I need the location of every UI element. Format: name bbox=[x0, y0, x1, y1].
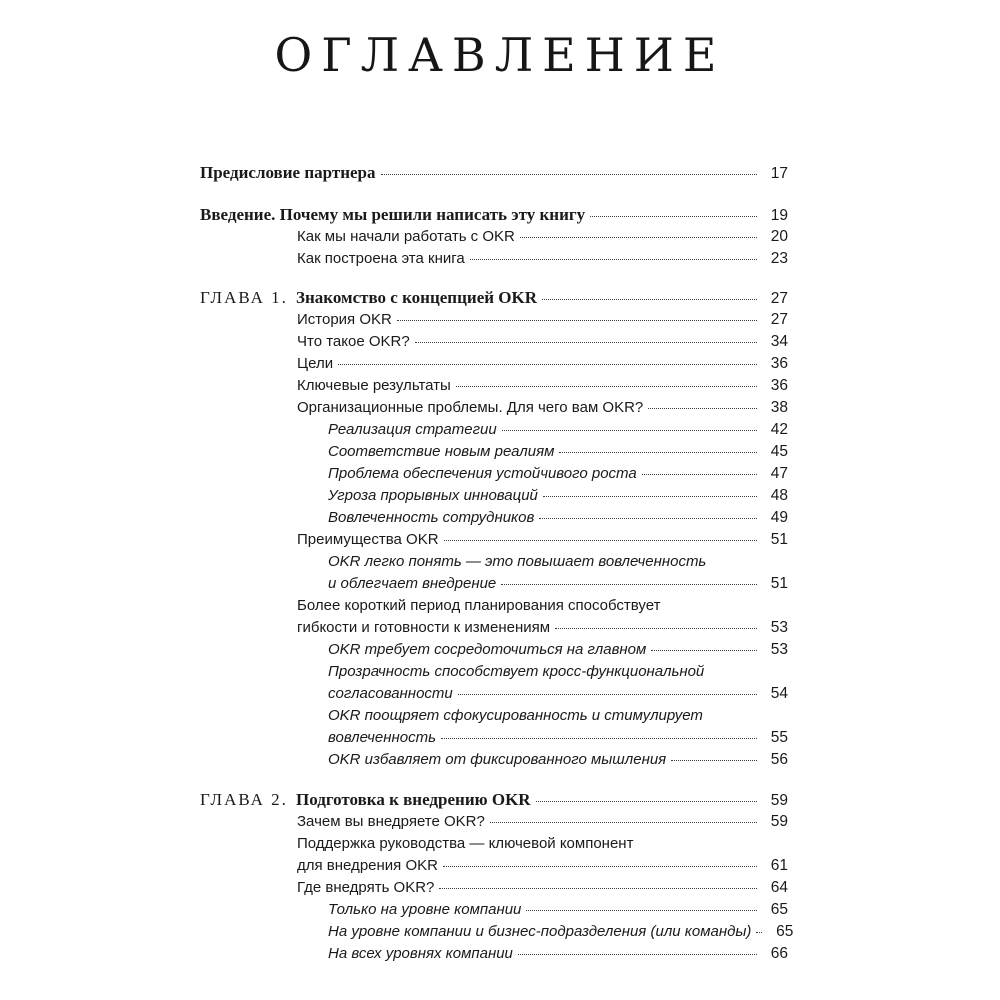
toc-entry-ch1-engagement[interactable] bbox=[328, 509, 788, 527]
page-number: 27 bbox=[770, 311, 788, 328]
leader-dots bbox=[502, 430, 757, 431]
toc-entry-label: OKR требует сосредоточиться на главном bbox=[328, 641, 647, 658]
leader-dots bbox=[520, 237, 757, 238]
toc-entry-ch1-problems[interactable] bbox=[297, 399, 788, 417]
toc-entry-line: Прозрачность способствует кросс-функциональной bbox=[328, 663, 705, 680]
toc-entry-line: Поддержка руководства — ключевой компонент bbox=[297, 835, 634, 852]
page-number: 34 bbox=[770, 333, 788, 350]
page-number: 59 bbox=[770, 813, 788, 830]
toc-entry-label: согласованности bbox=[328, 685, 453, 702]
toc-entry-ch2-leadership[interactable] bbox=[297, 857, 788, 875]
leader-dots bbox=[651, 650, 757, 651]
toc-entry-label: Только на уровне компании bbox=[328, 901, 522, 918]
page-number: 38 bbox=[770, 399, 788, 416]
page-number: 45 bbox=[770, 443, 788, 460]
toc-entry-label: Угроза прорывных инноваций bbox=[328, 487, 538, 504]
page-number: 17 bbox=[770, 165, 788, 182]
page-number: 59 bbox=[770, 792, 788, 809]
toc-entry-ch1-new-realities[interactable] bbox=[328, 443, 788, 461]
page-number: 36 bbox=[770, 355, 788, 372]
toc-entry-intro-2[interactable] bbox=[297, 250, 788, 268]
leader-dots bbox=[444, 540, 757, 541]
chapter-number: ГЛАВА 1. bbox=[200, 288, 288, 307]
toc-entry-label: Преимущества OKR bbox=[297, 531, 439, 548]
toc-entry-ch1-goals[interactable] bbox=[297, 355, 788, 373]
leader-dots bbox=[543, 496, 757, 497]
toc-entry-label: Соответствие новым реалиям bbox=[328, 443, 555, 460]
leader-dots bbox=[501, 584, 757, 585]
toc-entry-label: вовлеченность bbox=[328, 729, 436, 746]
leader-dots bbox=[555, 628, 757, 629]
leader-dots bbox=[518, 954, 757, 955]
toc-entry-ch1-innovation[interactable] bbox=[328, 487, 788, 505]
toc-entry-label: и облегчает внедрение bbox=[328, 575, 497, 592]
toc-entry-ch1-transparency[interactable] bbox=[328, 685, 788, 703]
page-number: 53 bbox=[770, 641, 788, 658]
leader-dots bbox=[490, 822, 757, 823]
toc-entry-label: Как построена эта книга bbox=[297, 250, 465, 267]
toc-entry-label: Вовлеченность сотрудников bbox=[328, 509, 535, 526]
toc-entry-label: На всех уровнях компании bbox=[328, 945, 513, 962]
toc-entry-label: Предисловие партнера bbox=[200, 163, 376, 182]
leader-dots bbox=[381, 174, 758, 175]
page-number: 55 bbox=[770, 729, 788, 746]
toc-entry-ch1-key-results[interactable] bbox=[297, 377, 788, 395]
toc-entry-ch1-advantages[interactable] bbox=[297, 531, 788, 549]
page-number: 48 bbox=[770, 487, 788, 504]
page-number: 56 bbox=[770, 751, 788, 768]
toc-entry-label: Проблема обеспечения устойчивого роста bbox=[328, 465, 637, 482]
page-number: 51 bbox=[770, 531, 788, 548]
toc-chapter-1[interactable] bbox=[200, 288, 788, 308]
toc-entry-ch2-company[interactable] bbox=[328, 901, 788, 919]
toc-entry-ch2-company-unit[interactable] bbox=[328, 923, 794, 941]
toc-entry-ch1-history[interactable] bbox=[297, 311, 788, 329]
leader-dots bbox=[671, 760, 757, 761]
toc-entry-label: OKR избавляет от фиксированного мышления bbox=[328, 751, 667, 768]
toc-entry-label: На уровне компании и бизнес-подразделения (или команды) bbox=[328, 923, 752, 940]
page-number: 51 bbox=[770, 575, 788, 592]
leader-dots bbox=[559, 452, 757, 453]
toc-entry-intro[interactable] bbox=[200, 205, 788, 225]
leader-dots bbox=[397, 320, 757, 321]
toc-entry-label: Организационные проблемы. Для чего вам OKR? bbox=[297, 399, 644, 416]
toc-entry-line: OKR легко понять — это повышает вовлеченность bbox=[328, 553, 707, 570]
toc-entry-label: Как мы начали работать с OKR bbox=[297, 228, 515, 245]
toc-entry-ch2-where[interactable] bbox=[297, 879, 788, 897]
toc-entry-label: Введение. Почему мы решили написать эту книгу bbox=[200, 205, 586, 224]
toc-entry-label: Реализация стратегии bbox=[328, 421, 497, 438]
toc-entry-label: Ключевые результаты bbox=[297, 377, 451, 394]
leader-dots bbox=[338, 364, 757, 365]
chapter-title: Знакомство с концепцией OKR bbox=[296, 288, 538, 307]
page-number: 61 bbox=[770, 857, 788, 874]
page-number: 53 bbox=[770, 619, 788, 636]
page-number: 36 bbox=[770, 377, 788, 394]
leader-dots bbox=[415, 342, 757, 343]
toc-entry-ch1-easy[interactable] bbox=[328, 575, 788, 593]
toc-entry-ch1-strategy[interactable] bbox=[328, 421, 788, 439]
page-number: 27 bbox=[770, 290, 788, 307]
page-number: 49 bbox=[770, 509, 788, 526]
toc-entry-ch2-all-levels[interactable] bbox=[328, 945, 788, 963]
leader-dots bbox=[539, 518, 757, 519]
toc-entry-line: Более короткий период планирования способствует bbox=[297, 597, 661, 614]
toc-entry-label: гибкости и готовности к изменениям bbox=[297, 619, 551, 636]
toc-entry-intro-1[interactable] bbox=[297, 228, 788, 246]
toc-entry-label: Что такое OKR? bbox=[297, 333, 410, 350]
leader-dots bbox=[536, 801, 757, 802]
page-number: 20 bbox=[770, 228, 788, 245]
leader-dots bbox=[542, 299, 757, 300]
leader-dots bbox=[648, 408, 757, 409]
page-number: 64 bbox=[770, 879, 788, 896]
toc-entry-ch2-why[interactable] bbox=[297, 813, 788, 831]
page-number: 47 bbox=[770, 465, 788, 482]
toc-entry-foreword[interactable] bbox=[200, 163, 788, 183]
leader-dots bbox=[441, 738, 757, 739]
toc-chapter-2[interactable] bbox=[200, 790, 788, 810]
toc-entry-label: для внедрения OKR bbox=[297, 857, 438, 874]
page-number: 65 bbox=[776, 923, 794, 940]
chapter-number: ГЛАВА 2. bbox=[200, 790, 288, 809]
leader-dots bbox=[439, 888, 757, 889]
toc-entry-ch1-focus[interactable] bbox=[328, 641, 788, 659]
leader-dots bbox=[756, 932, 762, 933]
page-title: ОГЛАВЛЕНИЕ bbox=[274, 28, 726, 82]
leader-dots bbox=[458, 694, 757, 695]
page-number: 42 bbox=[770, 421, 788, 438]
page-number: 54 bbox=[770, 685, 788, 702]
leader-dots bbox=[456, 386, 757, 387]
leader-dots bbox=[443, 866, 757, 867]
leader-dots bbox=[642, 474, 757, 475]
leader-dots bbox=[470, 259, 757, 260]
toc-entry-line: OKR поощряет сфокусированность и стимулирует bbox=[328, 707, 703, 724]
chapter-title: Подготовка к внедрению OKR bbox=[296, 790, 531, 809]
page-number: 66 bbox=[770, 945, 788, 962]
leader-dots bbox=[590, 216, 757, 217]
toc-entry-label: Цели bbox=[297, 355, 334, 372]
toc-entry-ch1-growth[interactable] bbox=[328, 465, 788, 483]
page-number: 65 bbox=[770, 901, 788, 918]
toc-entry-label: История OKR bbox=[297, 311, 392, 328]
leader-dots bbox=[526, 910, 757, 911]
toc-entry-ch1-stimulates[interactable] bbox=[328, 729, 788, 747]
page-number: 23 bbox=[770, 250, 788, 267]
page-number: 19 bbox=[770, 207, 788, 224]
toc-entry-ch1-short-period[interactable] bbox=[297, 619, 788, 637]
toc-entry-ch1-what[interactable] bbox=[297, 333, 788, 351]
toc-entry-label: Зачем вы внедряете OKR? bbox=[297, 813, 485, 830]
toc-entry-ch1-fixed-mindset[interactable] bbox=[328, 751, 788, 769]
toc-entry-label: Где внедрять OKR? bbox=[297, 879, 435, 896]
